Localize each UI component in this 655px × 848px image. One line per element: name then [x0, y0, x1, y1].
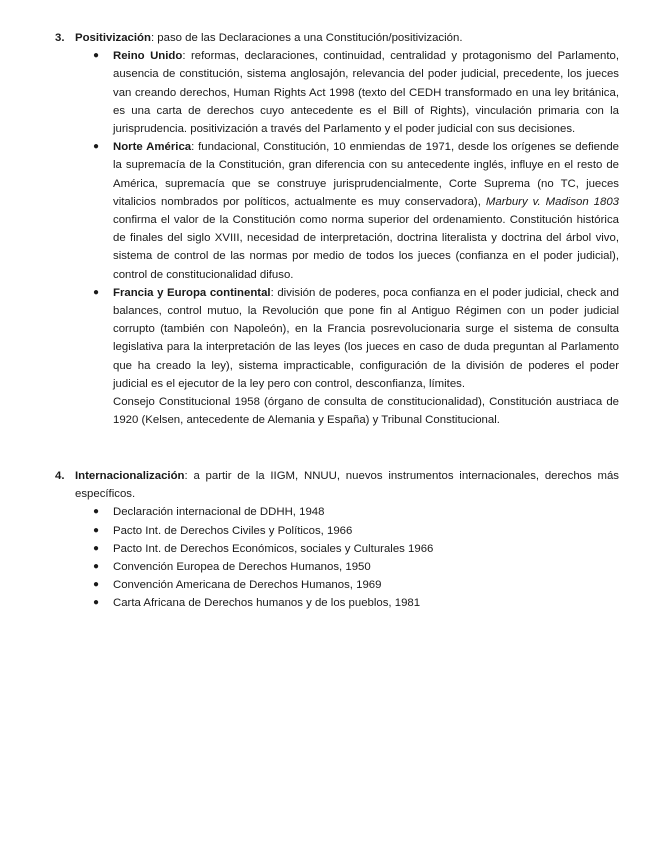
section-intro: : paso de las Declaraciones a una Constitución/positivización.	[150, 32, 463, 44]
bullet-icon: ●	[93, 524, 100, 536]
item-label: Norte América	[113, 141, 192, 154]
bullet-icon: ●	[93, 542, 100, 554]
section-heading	[55, 467, 619, 503]
list-item-text: Pacto Int. de Derechos Económicos, sociales y Culturales 1966	[113, 542, 434, 555]
item-text-continued: confirma el valor de la Constitución como norma superior del ordenamiento. Constitución histórica de finales del siglo XVIII, necesidad de interpretación, doctrina literalista y doctrina del árbol vivo, sistema de control de las normas por medio de todos los jueces (confianza en el poder judicial), control de constitucionalidad difuso.	[113, 214, 619, 281]
bullet-icon: ●	[93, 579, 100, 591]
list-item-text: Convención Americana de Derechos Humanos, 1969	[113, 579, 382, 592]
item-label: Reino Unido	[113, 50, 183, 63]
case-citation: Marbury v. Madison 1803	[485, 195, 619, 208]
list-item	[55, 576, 619, 594]
bullet-icon: ●	[93, 286, 100, 298]
list-item-text: Carta Africana de Derechos humanos y de los pueblos, 1981	[113, 597, 421, 610]
list-item	[55, 594, 619, 612]
bullet-icon: ●	[93, 597, 100, 609]
bullet-icon: ●	[93, 506, 100, 518]
list-item-reino-unido	[55, 47, 619, 138]
list-item-francia	[55, 284, 619, 393]
item-label: Francia y Europa continental	[113, 286, 271, 299]
bullet-list	[55, 503, 619, 612]
list-item	[55, 522, 619, 540]
bullet-icon: ●	[93, 141, 100, 153]
list-item	[55, 558, 619, 576]
section-intro: : a partir de la IIGM, NNUU, nuevos instrumentos internacionales, derechos más específicos.	[75, 470, 619, 501]
item-extra-paragraph: Consejo Constitucional 1958 (órgano de consulta de constitucionalidad), Constitución austriaca de 1920 (Kelsen, antecedente de Alemania y España) y Tribunal Constitucional.	[113, 396, 619, 427]
item-text: : fundacional, Constitución, 10 enmiendas de 1971, desde los orígenes se defiende la supremacía de la Constitución, gran diferencia con su antecedente inglés, influye en el resto de América, supremacía que se construye jurisprudencialmente, Corte Suprema (no TC, jueces vitalicios nombrados por políticos, actualmente es muy conservadora),	[113, 141, 619, 208]
item-text: : reformas, declaraciones, continuidad, centralidad y protagonismo del Parlamento, ausencia de constitución, sistema anglosajón, relevancia del poder judicial, precedente, los jueces van creando derechos, Human Rights Act 1998 (texto del CEDH transformado en una ley británica, es una carta de derechos cuyo antecedente es el Bill of Rights), vinculación primaria con la jurisprudencia. positivización a través del Parlamento y el poder judicial con sus decisiones.	[113, 50, 619, 136]
bullet-icon: ●	[93, 561, 100, 573]
section-number: 4.	[55, 470, 65, 482]
list-item-text: Declaración internacional de DDHH, 1948	[113, 506, 325, 519]
section-heading	[55, 29, 619, 47]
list-item-norte-america	[55, 138, 619, 284]
item-text: : división de poderes, poca confianza en el poder judicial, check and balances, control mutuo, la Revolución que pone fin al Antiguo Régimen con un poder judicial corrupto (también con Napoleón), en la Francia posrevolucionaria surge el sistema de consulta legislativa para la interpretación de las leyes (los jueces en caso de duda preguntan al Parlamento que ha creado la ley), sistema impracticable, configuración de la división de poderes el poder judicial es el ejecutor de la ley pero con control, desconfianza, límites.	[113, 286, 619, 390]
section-positivizacion	[55, 29, 619, 429]
section-internacionalizacion	[55, 467, 619, 613]
list-item	[55, 540, 619, 558]
bullet-list	[55, 47, 619, 393]
list-item-text: Convención Europea de Derechos Humanos, 1950	[113, 561, 371, 574]
section-title: Internacionalización	[75, 470, 185, 482]
section-title: Positivización	[75, 32, 151, 44]
bullet-icon: ●	[93, 50, 100, 62]
section-number: 3.	[55, 32, 65, 44]
list-item-text: Pacto Int. de Derechos Civiles y Políticos, 1966	[113, 524, 353, 537]
list-item	[55, 503, 619, 521]
